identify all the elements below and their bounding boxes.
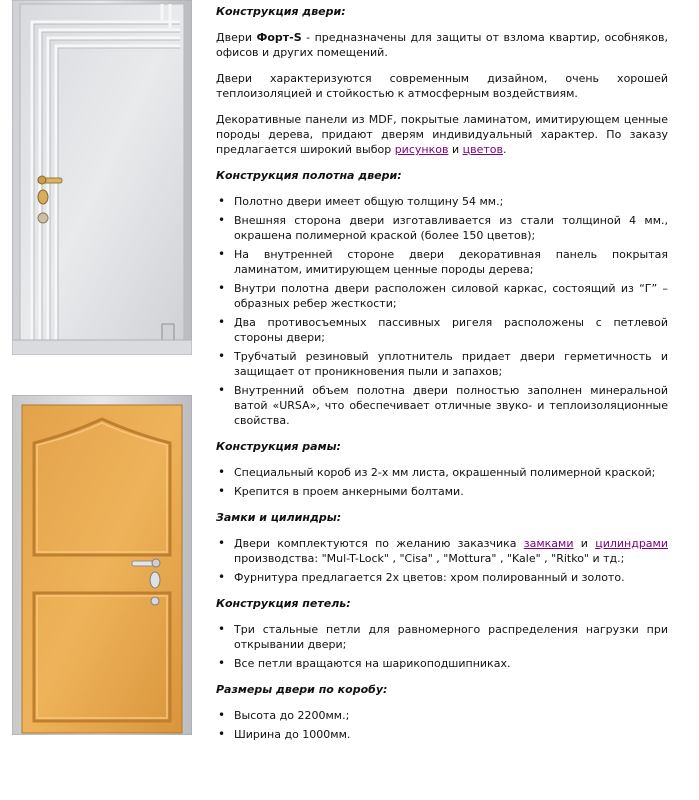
- locks-link[interactable]: замками: [523, 537, 574, 550]
- list-item: • Высота до 2200мм.;: [234, 708, 668, 723]
- section-title-dimensions: Размеры двери по коробу:: [216, 683, 388, 696]
- frame-construction-list: [216, 465, 668, 499]
- patterns-link[interactable]: рисунков: [394, 143, 449, 156]
- silver-door-image: [12, 0, 192, 355]
- paragraph-panels: Декоративные панели из MDF, покрытые ламинатом, имитирующем ценные породы дерева, придают дверям индивидуальный характер. По заказу предлагается широкий выбор рисунков и цветов.: [216, 113, 668, 156]
- section-title-door-construction: Конструкция двери:: [216, 5, 346, 18]
- list-item: • Все петли вращаются на шарикоподшипниках.: [234, 656, 668, 671]
- list-item: • Трубчатый резиновый уплотнитель придает двери герметичность и защищает от проникновения пыли и запахов;: [234, 349, 668, 379]
- wood-door-image: [12, 395, 192, 735]
- section-title-locks: Замки и цилиндры:: [216, 511, 342, 524]
- dimensions-list: [216, 708, 668, 742]
- list-item: • Ширина до 1000мм.: [234, 727, 668, 742]
- list-item: • Полотно двери имеет общую толщину 54 мм.;: [234, 194, 668, 209]
- list-item: • Внешняя сторона двери изготавливается из стали толщиной 4 мм., окрашена полимерной краской (более 150 цветов);: [234, 213, 668, 243]
- list-item: • Фурнитура предлагается 2х цветов: хром полированный и золото.: [234, 570, 668, 585]
- product-description: [216, 4, 668, 753]
- list-item: • Внутри полотна двери расположен силовой каркас, состоящий из “Г” – образных ребер жесткости;: [234, 281, 668, 311]
- paragraph-characteristics: Двери характеризуются современным дизайном, очень хорошей теплоизоляцией и стойкостью к атмосферным воздействиям.: [216, 72, 668, 100]
- section-title-leaf-construction: Конструкция полотна двери:: [216, 169, 402, 182]
- hinges-list: [216, 622, 668, 671]
- section-title-hinges: Конструкция петель:: [216, 597, 351, 610]
- section-title-frame-construction: Конструкция рамы:: [216, 440, 341, 453]
- list-item: • Два противосъемных пассивных ригеля расположены с петлевой стороны двери;: [234, 315, 668, 345]
- brand-name: Форт-S: [256, 31, 302, 44]
- list-item: • На внутренней стороне двери декоративная панель покрытая ламинатом, имитирующем ценные породы дерева;: [234, 247, 668, 277]
- list-item: • Крепится в проем анкерными болтами.: [234, 484, 668, 499]
- cylinders-link[interactable]: цилиндрами: [595, 537, 668, 550]
- list-item: • Три стальные петли для равномерного распределения нагрузки при открывании двери;: [234, 622, 668, 652]
- door-images-column: [0, 0, 200, 800]
- list-item: • Двери комплектуются по желанию заказчика замками и цилиндрами производства: "Mul-T-Lock" , "Cisa" , "Mottura" , "Kale" , "Ritko" и тд.;: [234, 536, 668, 566]
- locks-list: [216, 536, 668, 585]
- paragraph-purpose: Двери Форт-S - предназначены для защиты от взлома квартир, особняков, офисов и других помещений.: [216, 31, 668, 59]
- colors-link[interactable]: цветов: [462, 143, 503, 156]
- leaf-construction-list: [216, 194, 668, 428]
- list-item: • Внутренний объем полотна двери полностью заполнен минеральной ватой «URSA», что обеспечивает отличные звуко- и теплоизоляционные свойства.: [234, 383, 668, 428]
- list-item: • Специальный короб из 2-х мм листа, окрашенный полимерной краской;: [234, 465, 668, 480]
